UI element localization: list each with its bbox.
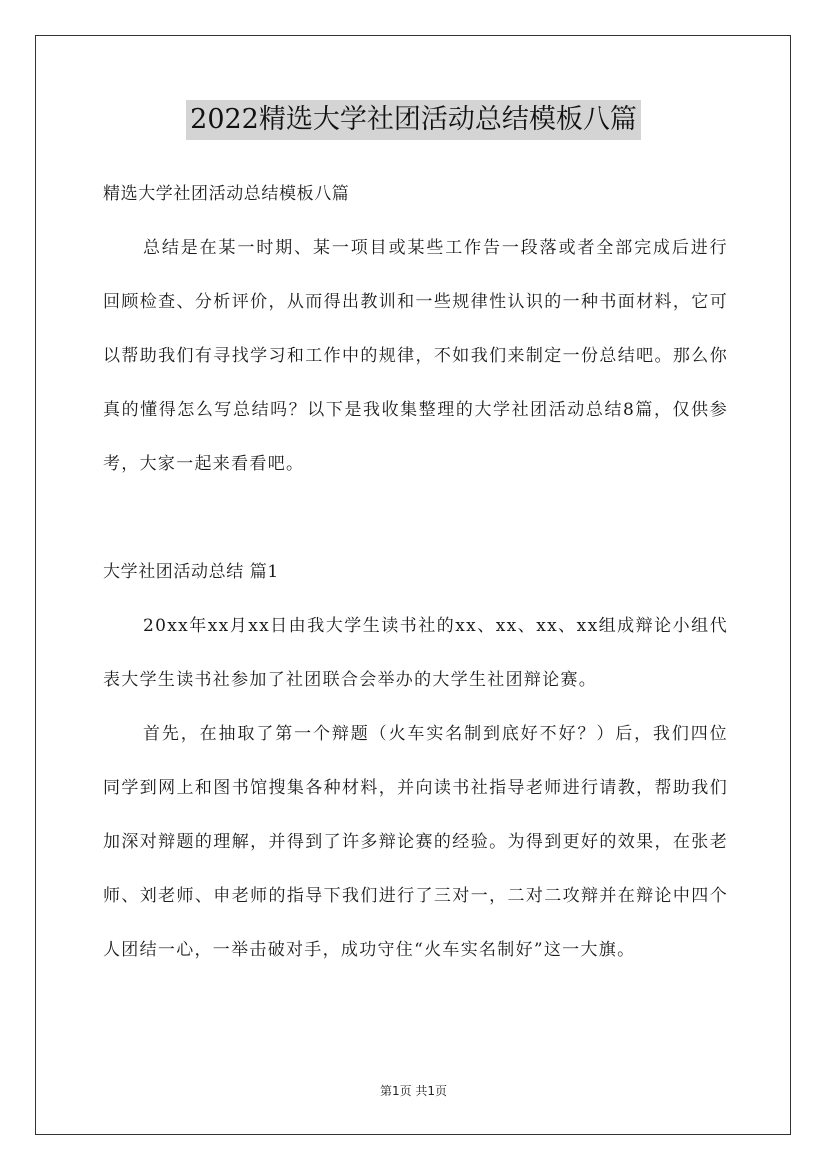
title-container xyxy=(0,100,827,140)
intro-paragraph: 总结是在某一时期、某一项目或某些工作告一段落或者全部完成后进行回顾检查、分析评价，从而得出教训和一些规律性认识的一种书面材料，它可以帮助我们有寻找学习和工作中的规律，不如我们来制定一份总结吧。那么你真的懂得怎么写总结吗？以下是我收集整理的大学社团活动总结8篇，仅供参考，大家一起来看看吧。 xyxy=(103,238,728,474)
document-title: 2022精选大学社团活动总结模板八篇 xyxy=(186,100,641,140)
body-paragraph-1: 20xx年xx月xx日由我大学生读书社的xx、xx、xx、xx组成辩论小组代表大学生读书社参加了社团联合会举办的大学生社团辩论赛。 xyxy=(103,616,728,690)
section-heading: 大学社团活动总结 篇1 xyxy=(103,562,279,582)
document-subtitle: 精选大学社团活动总结模板八篇 xyxy=(103,184,350,204)
body-paragraph-2: 首先，在抽取了第一个辩题（火车实名制到底好不好？）后，我们四位同学到网上和图书馆搜集各种材料，并向读书社指导老师进行请教，帮助我们加深对辩题的理解，并得到了许多辩论赛的经验。为得到更好的效果，在张老师、刘老师、申老师的指导下我们进行了三对一，二对二攻辩并在辩论中四个人团结一心，一举击破对手，成功守住“火车实名制好”这一大旗。 xyxy=(103,724,728,960)
page-footer: 第1页 共1页 xyxy=(379,1084,448,1098)
